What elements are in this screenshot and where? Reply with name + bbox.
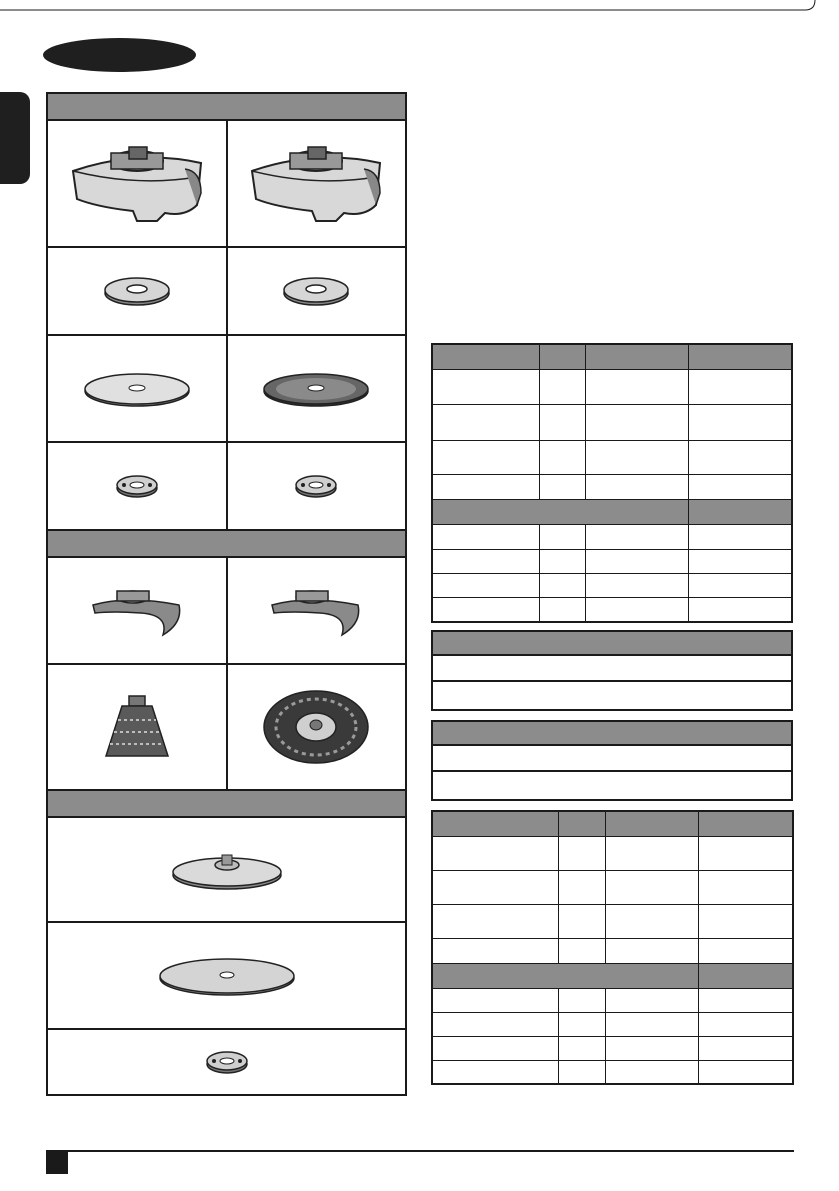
brush-guard-row [48, 558, 405, 665]
info-box-upper [431, 630, 793, 711]
guard-icon [67, 141, 207, 227]
brush-guard-icon [89, 583, 185, 639]
cup-brush-cell [48, 665, 226, 789]
guard-row [48, 121, 405, 248]
diamond-disc-icon [261, 369, 371, 409]
backing-pad-row [48, 818, 405, 923]
sanding-disc-icon [157, 954, 297, 998]
info-box-row [433, 772, 791, 798]
page-number-marker [46, 1152, 68, 1174]
diamond-disc-cell [226, 336, 406, 441]
guard-cell [226, 121, 406, 246]
grinding-group-header [48, 94, 405, 121]
info-box-row [433, 682, 791, 708]
spec-table-upper [431, 343, 793, 623]
info-box-header [433, 632, 791, 656]
sanding-clamp-nut-row [48, 1030, 405, 1094]
guard-icon [246, 141, 386, 227]
top-corner-rule [0, 0, 839, 20]
section-title-pill [43, 38, 196, 72]
brush-guard-cell [48, 558, 226, 663]
backing-pad-icon [170, 849, 284, 891]
brush-guard-cell [226, 558, 406, 663]
clamp-nut-cell [226, 443, 406, 529]
flange-icon [281, 274, 351, 308]
spec-table-lower [431, 810, 794, 1085]
info-box-row [433, 746, 791, 772]
flange-icon [102, 274, 172, 308]
wheel-brush-icon [261, 687, 371, 767]
clamp-nut-icon [294, 471, 338, 501]
cutting-disc-icon [82, 369, 192, 409]
flange-row [48, 248, 405, 336]
guard-cell [48, 121, 226, 246]
footer-rule [46, 1150, 794, 1152]
flange-cell [48, 248, 226, 334]
clamp-nut-row [48, 443, 405, 531]
clamp-nut-icon [205, 1047, 249, 1077]
clamp-nut-cell [48, 443, 226, 529]
disc-row [48, 336, 405, 443]
cutting-disc-cell [48, 336, 226, 441]
language-side-tab [0, 92, 30, 184]
sanding-group-header [48, 791, 405, 818]
info-box-header [433, 722, 791, 746]
brush-row [48, 665, 405, 791]
flange-cell [226, 248, 406, 334]
brushing-group-header [48, 531, 405, 558]
sanding-disc-row [48, 923, 405, 1030]
accessories-panel [46, 92, 407, 1096]
cup-brush-icon [102, 692, 172, 762]
clamp-nut-icon [115, 471, 159, 501]
brush-guard-icon [268, 583, 364, 639]
info-box-row [433, 656, 791, 682]
wheel-brush-cell [226, 665, 406, 789]
info-box-lower [431, 720, 793, 801]
